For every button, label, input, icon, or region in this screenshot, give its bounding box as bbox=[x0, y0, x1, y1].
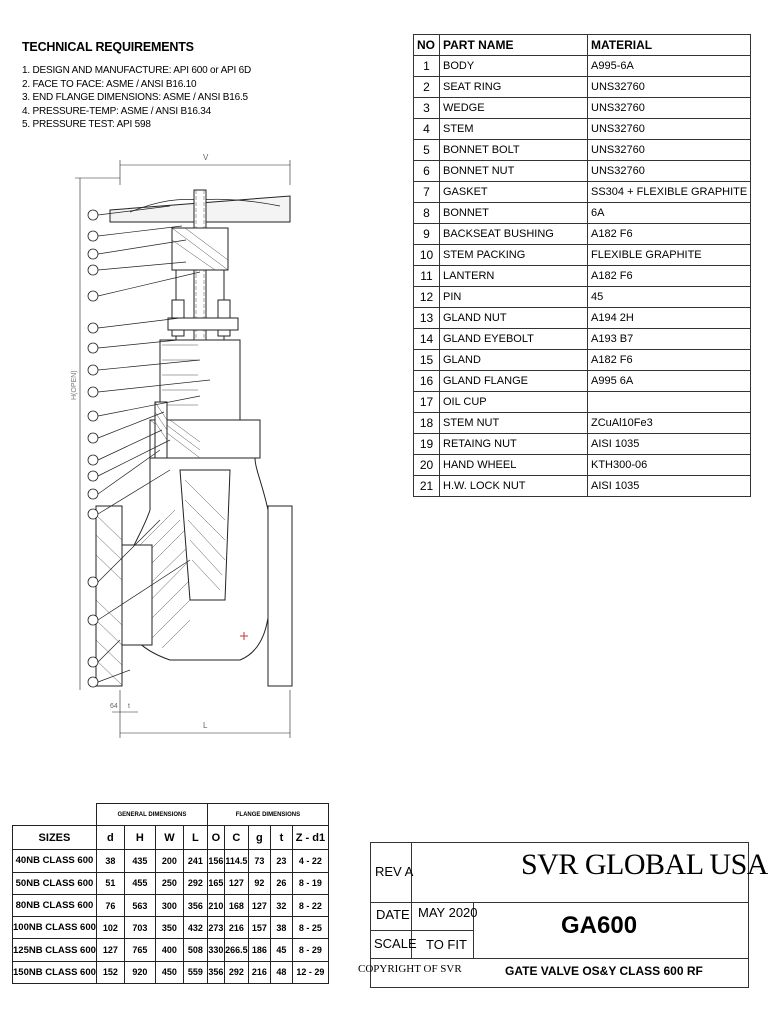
part-name: BONNET bbox=[440, 203, 588, 224]
part-material: A194 2H bbox=[588, 308, 751, 329]
cell-o: 273 bbox=[207, 917, 224, 939]
part-material: KTH300-06 bbox=[588, 455, 751, 476]
cell-t: 32 bbox=[270, 894, 292, 916]
part-number: 4 bbox=[414, 119, 440, 140]
part-material: ZCuAl10Fe3 bbox=[588, 413, 751, 434]
cell-o: 356 bbox=[207, 961, 224, 983]
table-row bbox=[414, 476, 751, 497]
cell-h: 920 bbox=[124, 961, 155, 983]
date-label: DATE bbox=[376, 907, 410, 922]
cell-o: 165 bbox=[207, 872, 224, 894]
requirement-item: 3. END FLANGE DIMENSIONS: ASME / ANSI B16.5 bbox=[22, 92, 248, 104]
table-row bbox=[414, 392, 751, 413]
cell-l: 559 bbox=[183, 961, 207, 983]
part-material: A995-6A bbox=[588, 56, 751, 77]
callout-balloon bbox=[88, 231, 98, 241]
part-material: UNS32760 bbox=[588, 140, 751, 161]
table-row bbox=[414, 203, 751, 224]
table-row bbox=[414, 455, 751, 476]
header-o: O bbox=[207, 826, 224, 850]
part-name: GLAND FLANGE bbox=[440, 371, 588, 392]
part-number: 21 bbox=[414, 476, 440, 497]
part-number: 11 bbox=[414, 266, 440, 287]
cell-g: 127 bbox=[248, 894, 270, 916]
cell-t: 48 bbox=[270, 961, 292, 983]
cell-w: 250 bbox=[155, 872, 183, 894]
part-number: 16 bbox=[414, 371, 440, 392]
dimensions-table bbox=[12, 803, 329, 984]
cell-l: 508 bbox=[183, 939, 207, 961]
cell-d: 152 bbox=[96, 961, 124, 983]
table-row bbox=[13, 850, 329, 872]
technical-requirements-title: TECHNICAL REQUIREMENTS bbox=[22, 40, 194, 54]
cell-l: 292 bbox=[183, 872, 207, 894]
cell-h: 765 bbox=[124, 939, 155, 961]
table-row bbox=[13, 917, 329, 939]
table-row bbox=[414, 308, 751, 329]
callout-balloon bbox=[88, 433, 98, 443]
cell-z-d1: 4 - 22 bbox=[292, 850, 328, 872]
dim-v-label: V bbox=[203, 153, 209, 162]
requirement-item: 5. PRESSURE TEST: API 598 bbox=[22, 119, 151, 131]
table-row bbox=[414, 98, 751, 119]
cell-o: 156 bbox=[207, 850, 224, 872]
cell-l: 241 bbox=[183, 850, 207, 872]
parts-table bbox=[413, 34, 751, 497]
header-no: NO bbox=[414, 35, 440, 56]
callout-balloon bbox=[88, 677, 98, 687]
cell-w: 200 bbox=[155, 850, 183, 872]
cell-h: 455 bbox=[124, 872, 155, 894]
table-row bbox=[13, 872, 329, 894]
part-name: STEM NUT bbox=[440, 413, 588, 434]
dimensions-group-row bbox=[13, 804, 329, 826]
part-name: GLAND NUT bbox=[440, 308, 588, 329]
callout-balloon bbox=[88, 343, 98, 353]
cell-w: 450 bbox=[155, 961, 183, 983]
callout-leader-line bbox=[98, 226, 182, 236]
cell-size: 50NB CLASS 600 bbox=[13, 872, 97, 894]
part-material: A193 B7 bbox=[588, 329, 751, 350]
part-number: 18 bbox=[414, 413, 440, 434]
part-name: PIN bbox=[440, 287, 588, 308]
part-number: 7 bbox=[414, 182, 440, 203]
part-name: STEM PACKING bbox=[440, 245, 588, 266]
header-t: t bbox=[270, 826, 292, 850]
part-name: BODY bbox=[440, 56, 588, 77]
company-name: SVR GLOBAL USA bbox=[521, 848, 768, 881]
requirement-item: 1. DESIGN AND MANUFACTURE: API 600 or API 6D bbox=[22, 65, 252, 76]
cell-l: 432 bbox=[183, 917, 207, 939]
part-number: 8 bbox=[414, 203, 440, 224]
cell-o: 330 bbox=[207, 939, 224, 961]
technical-requirements-list bbox=[22, 64, 251, 132]
part-material: 45 bbox=[588, 287, 751, 308]
table-row bbox=[414, 413, 751, 434]
part-material: A182 F6 bbox=[588, 266, 751, 287]
table-row bbox=[414, 245, 751, 266]
table-row bbox=[414, 350, 751, 371]
header-sizes: SIZES bbox=[13, 826, 97, 850]
parts-table-header bbox=[414, 35, 751, 56]
callout-balloon bbox=[88, 323, 98, 333]
drawing-description: GATE VALVE OS&Y CLASS 600 RF bbox=[505, 964, 703, 978]
part-number: 6 bbox=[414, 161, 440, 182]
cell-size: 100NB CLASS 600 bbox=[13, 917, 97, 939]
callout-leader-line bbox=[98, 272, 200, 296]
requirement-item: 2. FACE TO FACE: ASME / ANSI B16.10 bbox=[22, 78, 197, 90]
table-row bbox=[13, 939, 329, 961]
callout-balloon bbox=[88, 411, 98, 421]
copyright-text: COPYRIGHT OF SVR bbox=[358, 963, 462, 975]
cell-d: 102 bbox=[96, 917, 124, 939]
header-c: C bbox=[224, 826, 248, 850]
cell-t: 23 bbox=[270, 850, 292, 872]
part-number: 3 bbox=[414, 98, 440, 119]
cell-t: 45 bbox=[270, 939, 292, 961]
table-row bbox=[414, 434, 751, 455]
callout-balloon bbox=[88, 455, 98, 465]
part-number: 10 bbox=[414, 245, 440, 266]
table-row bbox=[13, 961, 329, 983]
part-name: BONNET NUT bbox=[440, 161, 588, 182]
cell-t: 26 bbox=[270, 872, 292, 894]
callout-balloon bbox=[88, 249, 98, 259]
cell-c: 114.5 bbox=[224, 850, 248, 872]
date-value: MAY 2020 bbox=[418, 905, 478, 920]
part-number: 17 bbox=[414, 392, 440, 413]
cell-l: 356 bbox=[183, 894, 207, 916]
cell-c: 292 bbox=[224, 961, 248, 983]
callout-balloon bbox=[88, 365, 98, 375]
part-number: 2 bbox=[414, 77, 440, 98]
header-g: g bbox=[248, 826, 270, 850]
part-number: 19 bbox=[414, 434, 440, 455]
requirement-item: 4. PRESSURE-TEMP: ASME / ANSI B16.34 bbox=[22, 105, 211, 117]
part-number: 1 bbox=[414, 56, 440, 77]
part-material: SS304 + FLEXIBLE GRAPHITE bbox=[588, 182, 751, 203]
table-row bbox=[414, 329, 751, 350]
part-material: A182 F6 bbox=[588, 224, 751, 245]
dim-64-label: 64 bbox=[110, 703, 118, 710]
table-row bbox=[414, 56, 751, 77]
part-name: SEAT RING bbox=[440, 77, 588, 98]
cell-d: 38 bbox=[96, 850, 124, 872]
part-material: A995 6A bbox=[588, 371, 751, 392]
cell-c: 216 bbox=[224, 917, 248, 939]
scale-value: TO FIT bbox=[426, 937, 467, 952]
cell-g: 92 bbox=[248, 872, 270, 894]
cell-h: 435 bbox=[124, 850, 155, 872]
callout-balloon bbox=[88, 577, 98, 587]
table-row bbox=[414, 119, 751, 140]
part-number: 12 bbox=[414, 287, 440, 308]
part-material: 6A bbox=[588, 203, 751, 224]
part-name: BACKSEAT BUSHING bbox=[440, 224, 588, 245]
part-number: 20 bbox=[414, 455, 440, 476]
part-name: LANTERN bbox=[440, 266, 588, 287]
gate-valve-drawing bbox=[0, 140, 410, 740]
cell-size: 80NB CLASS 600 bbox=[13, 894, 97, 916]
part-material: UNS32760 bbox=[588, 77, 751, 98]
part-material: UNS32760 bbox=[588, 119, 751, 140]
part-material bbox=[588, 392, 751, 413]
part-material: FLEXIBLE GRAPHITE bbox=[588, 245, 751, 266]
cell-o: 210 bbox=[207, 894, 224, 916]
cell-z-d1: 8 - 19 bbox=[292, 872, 328, 894]
part-material: AISI 1035 bbox=[588, 434, 751, 455]
table-row bbox=[414, 140, 751, 161]
cell-c: 127 bbox=[224, 872, 248, 894]
cell-t: 38 bbox=[270, 917, 292, 939]
callout-balloon bbox=[88, 265, 98, 275]
general-dimensions-label: GENERAL DIMENSIONS bbox=[96, 804, 207, 826]
table-row bbox=[414, 371, 751, 392]
parts-table-body bbox=[414, 56, 751, 497]
flange-dimensions-label: FLANGE DIMENSIONS bbox=[207, 804, 328, 826]
part-name: GLAND bbox=[440, 350, 588, 371]
header-material: MATERIAL bbox=[588, 35, 751, 56]
cell-h: 563 bbox=[124, 894, 155, 916]
part-material: AISI 1035 bbox=[588, 476, 751, 497]
cell-w: 300 bbox=[155, 894, 183, 916]
table-row bbox=[13, 894, 329, 916]
cell-d: 127 bbox=[96, 939, 124, 961]
part-name: STEM bbox=[440, 119, 588, 140]
drawing-number: GA600 bbox=[561, 912, 638, 939]
header-d: d bbox=[96, 826, 124, 850]
part-material: UNS32760 bbox=[588, 161, 751, 182]
dim-h-label: H(OPEN) bbox=[71, 370, 78, 400]
part-name: BONNET BOLT bbox=[440, 140, 588, 161]
cell-size: 125NB CLASS 600 bbox=[13, 939, 97, 961]
cell-z-d1: 12 - 29 bbox=[292, 961, 328, 983]
cell-size: 150NB CLASS 600 bbox=[13, 961, 97, 983]
callout-balloon bbox=[88, 615, 98, 625]
part-name: H.W. LOCK NUT bbox=[440, 476, 588, 497]
part-name: RETAING NUT bbox=[440, 434, 588, 455]
cell-d: 51 bbox=[96, 872, 124, 894]
part-material: UNS32760 bbox=[588, 98, 751, 119]
part-number: 13 bbox=[414, 308, 440, 329]
dim-t-label: t bbox=[128, 703, 130, 710]
part-number: 14 bbox=[414, 329, 440, 350]
callout-balloon bbox=[88, 210, 98, 220]
callout-balloon bbox=[88, 509, 98, 519]
cell-g: 186 bbox=[248, 939, 270, 961]
cell-z-d1: 8 - 29 bbox=[292, 939, 328, 961]
cell-c: 266.5 bbox=[224, 939, 248, 961]
callout-balloon bbox=[88, 489, 98, 499]
part-number: 9 bbox=[414, 224, 440, 245]
header-h: H bbox=[124, 826, 155, 850]
header-l: L bbox=[183, 826, 207, 850]
part-name: OIL CUP bbox=[440, 392, 588, 413]
cell-c: 168 bbox=[224, 894, 248, 916]
callout-balloon bbox=[88, 291, 98, 301]
callout-balloon bbox=[88, 657, 98, 667]
header-part-name: PART NAME bbox=[440, 35, 588, 56]
table-row bbox=[414, 224, 751, 245]
cell-w: 350 bbox=[155, 917, 183, 939]
callout-balloon bbox=[88, 387, 98, 397]
cell-h: 703 bbox=[124, 917, 155, 939]
part-number: 5 bbox=[414, 140, 440, 161]
part-name: WEDGE bbox=[440, 98, 588, 119]
part-material: A182 F6 bbox=[588, 350, 751, 371]
cell-z-d1: 8 - 25 bbox=[292, 917, 328, 939]
dim-l-label: L bbox=[203, 721, 208, 730]
part-name: HAND WHEEL bbox=[440, 455, 588, 476]
dimensions-table-body bbox=[13, 850, 329, 984]
table-row bbox=[414, 182, 751, 203]
cell-d: 76 bbox=[96, 894, 124, 916]
part-name: GLAND EYEBOLT bbox=[440, 329, 588, 350]
part-number: 15 bbox=[414, 350, 440, 371]
header-w: W bbox=[155, 826, 183, 850]
scale-label: SCALE bbox=[374, 936, 417, 951]
table-row bbox=[414, 287, 751, 308]
cell-z-d1: 8 - 22 bbox=[292, 894, 328, 916]
revision-label: REV A bbox=[375, 864, 414, 879]
part-name: GASKET bbox=[440, 182, 588, 203]
table-row bbox=[414, 266, 751, 287]
callout-balloon bbox=[88, 471, 98, 481]
table-row bbox=[414, 161, 751, 182]
cell-g: 216 bbox=[248, 961, 270, 983]
header-z-d1: Z - d1 bbox=[292, 826, 328, 850]
cell-g: 157 bbox=[248, 917, 270, 939]
table-row bbox=[414, 77, 751, 98]
cell-w: 400 bbox=[155, 939, 183, 961]
cell-g: 73 bbox=[248, 850, 270, 872]
cell-size: 40NB CLASS 600 bbox=[13, 850, 97, 872]
dimensions-header-row bbox=[13, 826, 329, 850]
